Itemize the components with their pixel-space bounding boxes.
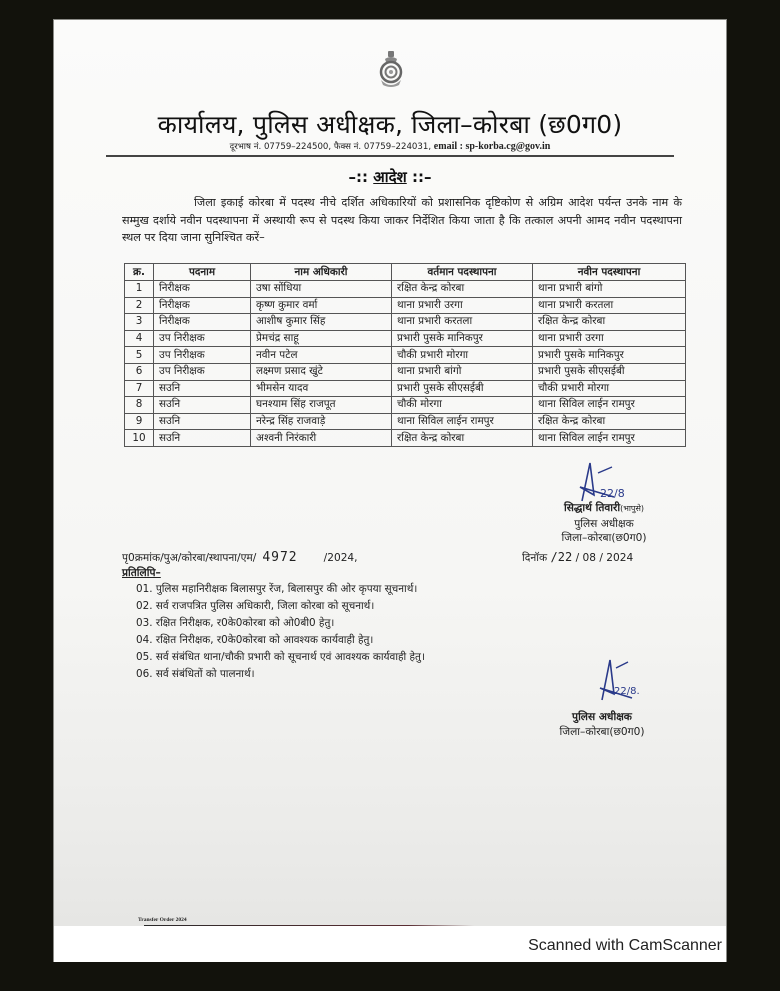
cell-serial: 1 — [125, 281, 154, 298]
order-date — [522, 550, 633, 565]
cell-officer-name: घनश्याम सिंह राजपूत — [251, 397, 392, 414]
signature-1 — [570, 457, 630, 507]
cell-designation: सउनि — [154, 397, 251, 414]
cell-officer-name: आशीष कुमार सिंह — [251, 314, 392, 331]
cell-officer-name: नवीन पटेल — [251, 347, 392, 364]
signatory-name: सिद्धार्थ तिवारी — [564, 502, 621, 514]
cell-current-posting: थाना प्रभारी करतला — [392, 314, 533, 331]
cell-serial: 4 — [125, 330, 154, 347]
date-label: दिनॉक — [522, 552, 548, 564]
cell-serial: 5 — [125, 347, 154, 364]
cell-new-posting: थाना प्रभारी करतला — [533, 297, 686, 314]
table-row — [125, 363, 686, 380]
copy-item: 05. सर्व संबंधित थाना/चौकी प्रभारी को सूचनार्थ एवं आवश्यक कार्यवाही हेतु। — [136, 651, 425, 663]
date-day: /22 — [550, 550, 573, 564]
signatory-district: जिला–कोरबा(छ0ग0) — [561, 532, 647, 545]
cell-current-posting: थाना प्रभारी उरगा — [392, 297, 533, 314]
cell-new-posting: थाना प्रभारी उरगा — [533, 330, 686, 347]
col-new-posting: नवीन पदस्थापना — [533, 264, 686, 281]
cell-officer-name: अश्वनी निरंकारी — [251, 430, 392, 447]
cell-new-posting: चौकी प्रभारी मोरगा — [533, 380, 686, 397]
memo-number: 4972 — [262, 550, 298, 565]
order-body — [122, 194, 682, 247]
signature-1-date: 22/8 — [600, 487, 625, 500]
cell-serial: 10 — [125, 430, 154, 447]
document-page — [53, 19, 727, 962]
col-officer-name: नाम अधिकारी — [251, 264, 392, 281]
cell-serial: 7 — [125, 380, 154, 397]
memo-number-line — [122, 550, 358, 565]
cell-designation: निरीक्षक — [154, 297, 251, 314]
cell-officer-name: उषा सोंधिया — [251, 281, 392, 298]
table-row — [125, 397, 686, 414]
cell-new-posting: रक्षित केन्द्र कोरबा — [533, 314, 686, 331]
footer-code: Transfer Order 2024 — [138, 917, 187, 923]
cell-designation: उप निरीक्षक — [154, 363, 251, 380]
order-body-text: जिला इकाई कोरबा में पदस्थ नीचे दर्शित अधिकारियों को प्रशासनिक दृष्टिकोण से अग्रिम आदेश पर्यन्त उनके नाम के सम्मुख दर्शाये नवीन पदस्थापना में अस्थायी रूप से पदस्थ किया जाकर निर्देशित किया जाता है कि तत्काल अपनी आमद नवीन पदस्थापना स्थल पर दिया जाना सुनिश्चित करें– — [122, 196, 682, 244]
cell-serial: 2 — [125, 297, 154, 314]
cell-current-posting: चौकी प्रभारी मोरगा — [392, 347, 533, 364]
signatory-service: (भापुसे) — [620, 504, 644, 513]
copy-list — [136, 581, 425, 683]
date-rest: / 08 / 2024 — [575, 552, 634, 564]
cell-designation: सउनि — [154, 430, 251, 447]
memo-year: /2024, — [323, 552, 358, 564]
col-designation: पदनाम — [154, 264, 251, 281]
cell-officer-name: लक्ष्मण प्रसाद खुंटे — [251, 363, 392, 380]
cell-designation: निरीक्षक — [154, 314, 251, 331]
order-heading-word: आदेश — [373, 168, 407, 186]
cell-current-posting: चौकी मोरगा — [392, 397, 533, 414]
table-header-row — [125, 264, 686, 281]
cell-officer-name: प्रेमचंद्र साहू — [251, 330, 392, 347]
cell-new-posting: थाना सिविल लाईन रामपुर — [533, 430, 686, 447]
signatory-block-1 — [524, 501, 684, 546]
cell-current-posting: थाना प्रभारी बांगो — [392, 363, 533, 380]
cell-officer-name: नरेन्द्र सिंह राजवाड़े — [251, 413, 392, 430]
cell-serial: 8 — [125, 397, 154, 414]
cell-new-posting: प्रभारी पुसके सीएसईबी — [533, 363, 686, 380]
copy-item: 01. पुलिस महानिरीक्षक बिलासपुर रेंज, बिलासपुर की ओर कृपया सूचनार्थ। — [136, 583, 418, 595]
cell-designation: सउनि — [154, 413, 251, 430]
cell-officer-name: भीमसेन यादव — [251, 380, 392, 397]
cell-designation: निरीक्षक — [154, 281, 251, 298]
cell-designation: उप निरीक्षक — [154, 347, 251, 364]
order-heading-right: ::– — [411, 168, 432, 186]
cell-serial: 9 — [125, 413, 154, 430]
cell-current-posting: प्रभारी पुसके सीएसईबी — [392, 380, 533, 397]
copy-item: 03. रक्षित निरीक्षक, र0के0कोरबा को ओ0बी0 हेतु। — [136, 617, 335, 629]
signatory-designation: पुलिस अधीक्षक — [574, 517, 634, 530]
office-title: कार्यालय, पुलिस अधीक्षक, जिला–कोरबा (छ0ग0) — [157, 110, 623, 139]
signature-2-date: 22/8. — [614, 686, 640, 697]
table-row — [125, 281, 686, 298]
transfer-table — [124, 263, 686, 447]
copy-item: 02. सर्व राजपत्रित पुलिस अधिकारी, जिला कोरबा को सूचनार्थ। — [136, 600, 375, 612]
cell-officer-name: कृष्ण कुमार वर्मा — [251, 297, 392, 314]
memo-prefix: पृ0क्रमांक/पुअ/कोरबा/स्थापना/एम/ — [122, 552, 257, 564]
cell-new-posting: थाना प्रभारी बांगो — [533, 281, 686, 298]
header-divider — [106, 155, 674, 157]
contact-email: email : sp-korba.cg@gov.in — [433, 141, 551, 152]
copy-heading: प्रतिलिपि– — [122, 567, 161, 579]
cell-designation: उप निरीक्षक — [154, 330, 251, 347]
table-row — [125, 413, 686, 430]
order-heading-left: –:: — [348, 168, 369, 186]
col-serial: क्र. — [125, 264, 154, 281]
table-row — [125, 330, 686, 347]
signatory-block-2 — [542, 710, 662, 740]
table-row — [125, 430, 686, 447]
cell-current-posting: रक्षित केन्द्र कोरबा — [392, 430, 533, 447]
contact-line — [54, 140, 726, 152]
signatory-2-district: जिला–कोरबा(छ0ग0) — [559, 726, 645, 738]
signatory-2-designation: पुलिस अधीक्षक — [572, 711, 632, 723]
table-row — [125, 347, 686, 364]
cell-new-posting: रक्षित केन्द्र कोरबा — [533, 413, 686, 430]
cell-serial: 3 — [125, 314, 154, 331]
contact-phone-fax: दूरभाष नं. 07759–224500, फैक्स नं. 07759–224031, — [229, 142, 432, 152]
col-current-posting: वर्तमान पदस्थापना — [392, 264, 533, 281]
table-row — [125, 314, 686, 331]
cell-current-posting: रक्षित केन्द्र कोरबा — [392, 281, 533, 298]
police-emblem-icon — [376, 50, 406, 90]
copy-item: 06. सर्व संबंधितों को पालनार्थ। — [136, 668, 255, 680]
cell-new-posting: थाना सिविल लाईन रामपुर — [533, 397, 686, 414]
table-row — [125, 380, 686, 397]
cell-designation: सउनि — [154, 380, 251, 397]
table-row — [125, 297, 686, 314]
order-heading — [54, 167, 726, 187]
camscanner-watermark: Scanned with CamScanner — [528, 937, 722, 954]
cell-new-posting: प्रभारी पुसके मानिकपुर — [533, 347, 686, 364]
cell-serial: 6 — [125, 363, 154, 380]
cell-current-posting: थाना सिविल लाईन रामपुर — [392, 413, 533, 430]
cell-current-posting: प्रभारी पुसके मानिकपुर — [392, 330, 533, 347]
signature-2 — [596, 654, 642, 704]
copy-item: 04. रक्षित निरीक्षक, र0के0कोरबा को आवश्यक कार्यवाही हेतु। — [136, 634, 374, 646]
